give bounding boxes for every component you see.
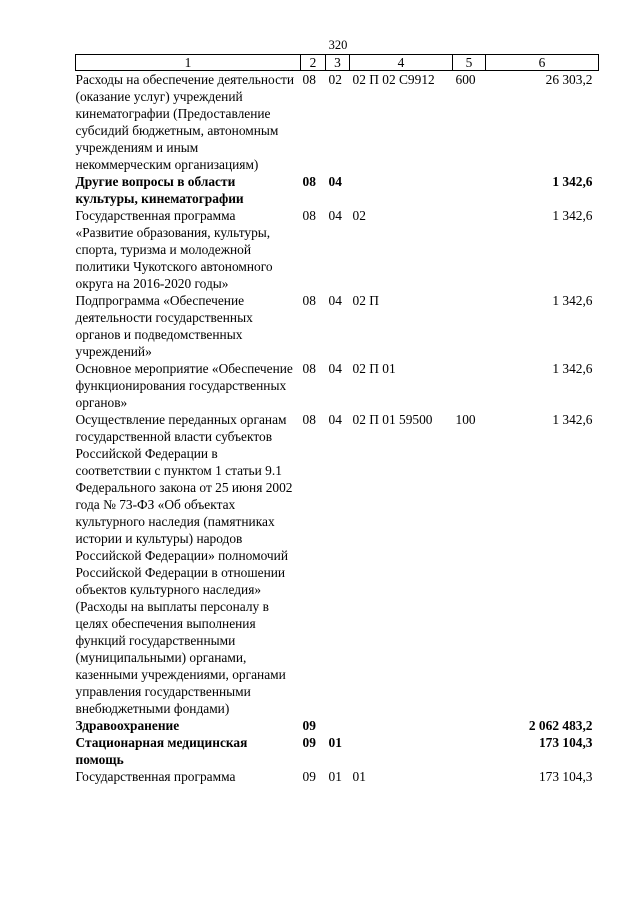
row-target-article: 02 П 01 [352,361,396,376]
header-row [76,55,599,71]
row-subsection: 04 [328,361,342,376]
row-sum: 1 342,6 [552,174,593,189]
row-subsection [326,717,350,734]
table-row [76,360,599,411]
row-name: Расходы на обеспечение деятельности (оказание услуг) учреждений кинематографии (Предоставление субсидий бюджетным, автономным учреждениям и иным некоммерческим организациям) [75,72,295,172]
row-section: 08 [302,293,316,308]
row-subsection: 01 [328,769,342,784]
table-row [76,207,599,292]
budget-table [75,54,599,785]
row-section: 09 [302,735,316,750]
row-target-article [350,734,453,768]
row-sum: 2 062 483,2 [528,718,593,733]
header-col-3: 3 [326,55,350,71]
header-col-4: 4 [350,55,453,71]
row-section: 08 [302,361,316,376]
table-row [76,173,599,207]
row-name: Другие вопросы в области культуры, кинематографии [75,174,244,206]
row-sum: 1 342,6 [552,412,593,427]
row-name: Осуществление переданных органам государственной власти субъектов Российской Федерации в соответствии с пунктом 1 статьи 9.1 Федерального закона от 25 июня 2002 года № 73-ФЗ «Об объектах культурного наследия (памятниках истории и культуры) народов Российской Федерации» полномочий Российской Федерации в отношении объектов культурного наследия» (Расходы на выплаты персоналу в целях обеспечения выполнения функций государственными (муниципальными) органами, казенными учреждениями, органами управления государственными внебюджетными фондами) [75,412,293,716]
row-subsection: 04 [328,208,342,223]
row-expense-type [453,768,486,785]
row-name: Здравоохранение [75,718,180,733]
row-expense-type [453,360,486,411]
header-col-6: 6 [486,55,599,71]
row-subsection: 04 [328,412,342,427]
row-section: 08 [302,412,316,427]
row-target-article: 02 [352,208,366,223]
row-name: Подпрограмма «Обеспечение деятельности государственных органов и подведомственных учреждений» [75,293,253,359]
row-sum: 1 342,6 [552,293,593,308]
row-section: 09 [302,769,316,784]
table-row [76,734,599,768]
row-name: Стационарная медицинская помощь [75,735,248,767]
header-col-5: 5 [453,55,486,71]
row-subsection: 01 [328,735,342,750]
row-target-article: 02 П 01 59500 [352,412,433,427]
row-target-article [350,717,453,734]
row-subsection: 04 [328,174,342,189]
row-sum: 1 342,6 [552,208,593,223]
table-row [76,411,599,717]
table-row [76,717,599,734]
header-col-1: 1 [76,55,301,71]
row-target-article: 01 [352,769,366,784]
row-sum: 173 104,3 [538,735,593,750]
row-sum: 173 104,3 [538,769,593,784]
header-col-2: 2 [301,55,326,71]
table-row [76,768,599,785]
row-target-article: 02 П 02 С9912 [352,72,435,87]
row-sum: 1 342,6 [552,361,593,376]
table-row [76,292,599,360]
row-expense-type [453,717,486,734]
row-expense-type: 100 [455,412,476,427]
row-section: 08 [302,72,316,87]
row-name: Государственная программа [75,769,236,784]
row-name: Основное мероприятие «Обеспечение функционирования государственных органов» [75,361,293,410]
row-section: 09 [302,718,316,733]
row-expense-type [453,173,486,207]
row-subsection: 04 [328,293,342,308]
row-target-article [350,173,453,207]
row-expense-type: 600 [455,72,476,87]
row-target-article: 02 П [352,293,379,308]
row-subsection: 02 [328,72,342,87]
row-sum: 26 303,2 [545,72,593,87]
row-expense-type [453,734,486,768]
page-number: 320 [328,38,348,52]
row-expense-type [453,207,486,292]
row-expense-type [453,292,486,360]
row-section: 08 [302,208,316,223]
row-name: Государственная программа «Развитие образования, культуры, спорта, туризма и молодежной политики Чукотского автономного округа на 2016-2020 годы» [75,208,273,291]
table-row [76,71,599,174]
row-section: 08 [302,174,316,189]
